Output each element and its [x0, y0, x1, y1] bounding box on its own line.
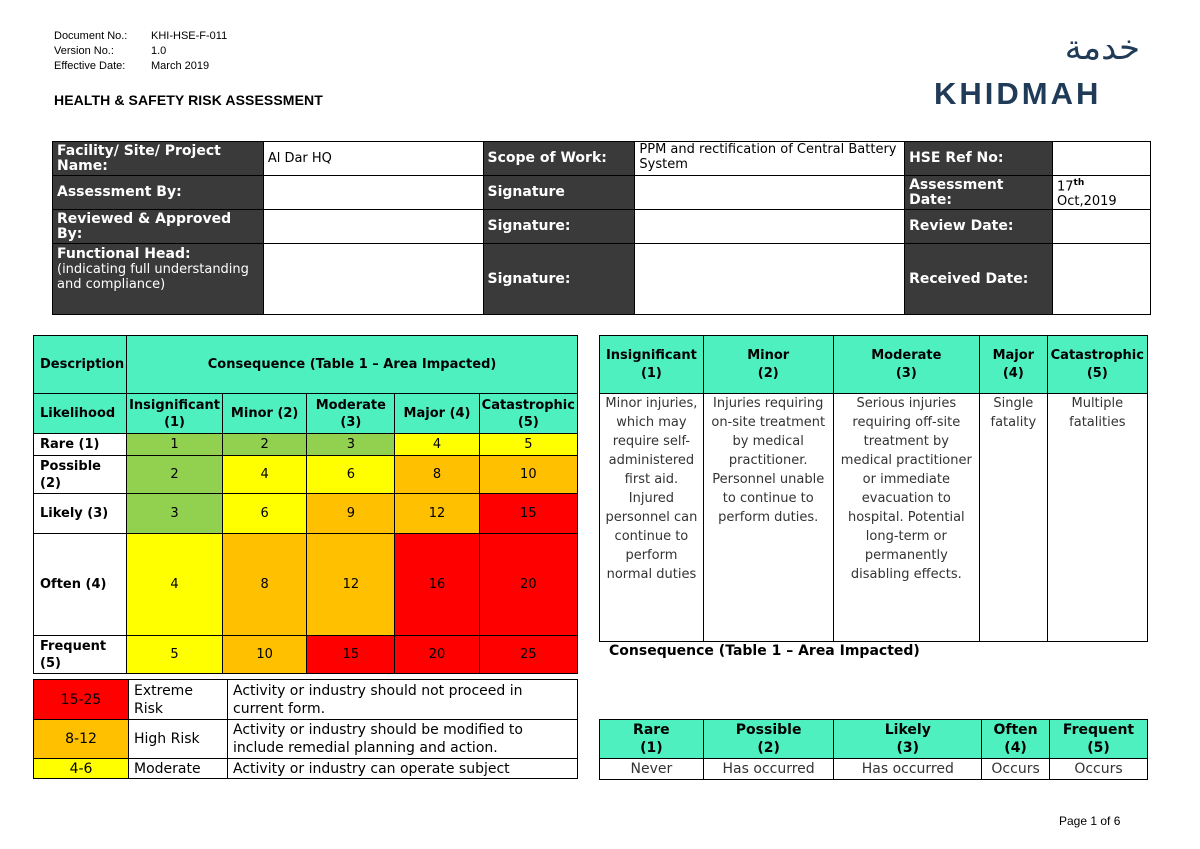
consequence-header-num: (2): [757, 365, 779, 381]
legend-row: [34, 759, 578, 779]
assessment-date-rest: Oct,2019: [1057, 194, 1117, 210]
matrix-col-header: Insignificant (1): [127, 394, 223, 434]
consequence-header-name: Minor: [747, 347, 790, 363]
assessment-header-table: [52, 141, 1151, 315]
matrix-cell: 20: [395, 636, 479, 674]
logo-arabic-text: خدمة: [1064, 28, 1140, 68]
matrix-row-label: Frequent (5): [34, 636, 127, 674]
legend-name: Moderate: [129, 759, 228, 779]
functional-head-title: Functional Head:: [57, 246, 191, 263]
hse-ref-label: HSE Ref No:: [905, 142, 1053, 176]
assessment-by-value[interactable]: [263, 176, 483, 210]
legend-range: 15-25: [34, 680, 129, 720]
matrix-row: [34, 494, 578, 534]
matrix-cell: 12: [395, 494, 479, 534]
signature-2-label: Signature:: [483, 210, 635, 244]
page-title: HEALTH & SAFETY RISK ASSESSMENT: [54, 92, 323, 108]
matrix-row: [34, 456, 578, 494]
matrix-cell: 4: [395, 434, 479, 456]
matrix-cell: 12: [307, 534, 395, 636]
matrix-cell: 2: [222, 434, 306, 456]
consequence-header-name: Major: [992, 347, 1035, 363]
received-date-value[interactable]: [1053, 244, 1151, 315]
consequence-header: [833, 336, 979, 394]
risk-legend-table: [33, 679, 578, 779]
legend-desc: Activity or industry should be modified to include remedial planning and action.: [228, 720, 578, 759]
matrix-col-header: Moderate (3): [307, 394, 395, 434]
review-date-label: Review Date:: [905, 210, 1053, 244]
functional-head-value[interactable]: [263, 244, 483, 315]
effective-date-value: March 2019: [151, 60, 210, 72]
legend-range: 8-12: [34, 720, 129, 759]
matrix-cell: 5: [127, 636, 223, 674]
matrix-cell: 2: [127, 456, 223, 494]
consequence-header-num: (5): [1086, 365, 1108, 381]
legend-name: High Risk: [129, 720, 228, 759]
matrix-cell: 5: [479, 434, 577, 456]
legend-row: [34, 680, 578, 720]
matrix-consequence-header: Consequence (Table 1 – Area Impacted): [127, 336, 578, 394]
matrix-description-label: Description: [34, 336, 127, 394]
matrix-row-label: Rare (1): [34, 434, 127, 456]
assessment-date-value[interactable]: [1053, 176, 1151, 210]
assessment-date-label: Assessment Date:: [905, 176, 1053, 210]
matrix-col-header: Major (4): [395, 394, 479, 434]
likelihood-header: [834, 720, 982, 759]
facility-label: Facility/ Site/ Project Name:: [53, 142, 264, 176]
matrix-likelihood-label: Likelihood: [34, 394, 127, 434]
matrix-cell: 20: [479, 534, 577, 636]
assessment-date-suffix: th: [1073, 178, 1085, 188]
signature-3-value[interactable]: [635, 244, 905, 315]
consequence-description: Serious injuries requiring off-site treatment by medical practitioner or immediate evacuation to hospital. Potential long-term or permanently disabling effects.: [833, 394, 979, 642]
legend-name: Extreme Risk: [129, 680, 228, 720]
matrix-row: [34, 636, 578, 674]
signature-3-label: Signature:: [483, 244, 635, 315]
matrix-cell: 8: [222, 534, 306, 636]
consequence-table: [599, 335, 1148, 642]
likelihood-header-name: Often: [993, 722, 1038, 738]
likelihood-header-num: (5): [1087, 740, 1110, 756]
review-date-value[interactable]: [1053, 210, 1151, 244]
likelihood-value: Occurs: [1050, 759, 1148, 780]
legend-desc: Activity or industry can operate subject: [228, 759, 578, 779]
consequence-header: [980, 336, 1048, 394]
matrix-cell: 3: [307, 434, 395, 456]
likelihood-header-name: Rare: [633, 722, 670, 738]
facility-value[interactable]: Al Dar HQ: [263, 142, 483, 176]
likelihood-header-num: (3): [896, 740, 920, 756]
hse-ref-value[interactable]: [1053, 142, 1151, 176]
version-value: 1.0: [151, 45, 167, 57]
consequence-header: [1047, 336, 1147, 394]
matrix-cell: 16: [395, 534, 479, 636]
document-meta: [54, 29, 227, 74]
reviewed-approved-label: Reviewed & Approved By:: [53, 210, 264, 244]
signature-1-value[interactable]: [635, 176, 905, 210]
matrix-cell: 4: [222, 456, 306, 494]
version-label: Version No.:: [54, 45, 114, 57]
consequence-description: Multiple fatalities: [1047, 394, 1147, 642]
signature-1-label: Signature: [483, 176, 635, 210]
risk-matrix-table: [33, 335, 578, 674]
matrix-column-header-row: [34, 394, 578, 434]
matrix-row-label: Often (4): [34, 534, 127, 636]
doc-no-label: Document No.:: [54, 30, 128, 42]
matrix-cell: 15: [307, 636, 395, 674]
legend-row: [34, 720, 578, 759]
scope-value[interactable]: PPM and rectification of Central Battery System: [635, 142, 905, 176]
likelihood-value: Has occurred: [834, 759, 982, 780]
consequence-description: Minor injuries, which may require self-administered first aid. Injured personnel can continue to perform normal duties: [600, 394, 704, 642]
page-number: Page 1 of 6: [1059, 814, 1121, 828]
matrix-cell: 4: [127, 534, 223, 636]
consequence-description: Injuries requiring on-site treatment by medical practitioner. Personnel unable to continue to perform duties.: [703, 394, 833, 642]
matrix-cell: 8: [395, 456, 479, 494]
consequence-caption: Consequence (Table 1 – Area Impacted): [609, 643, 920, 659]
matrix-row: [34, 434, 578, 456]
consequence-header-name: Catastrophic: [1050, 347, 1144, 363]
scope-label: Scope of Work:: [483, 142, 635, 176]
matrix-cell: 10: [479, 456, 577, 494]
matrix-cell: 6: [307, 456, 395, 494]
doc-no-value: KHI-HSE-F-011: [151, 30, 228, 42]
likelihood-header: [1050, 720, 1148, 759]
likelihood-header: [600, 720, 704, 759]
likelihood-value: Never: [600, 759, 704, 780]
signature-2-value[interactable]: [635, 210, 905, 244]
logo-english-text: KHIDMAH: [934, 76, 1102, 111]
assessment-date-day: 17: [1057, 179, 1074, 195]
consequence-header-name: Insignificant: [605, 347, 697, 363]
consequence-description-row: [600, 394, 1148, 642]
legend-desc: Activity or industry should not proceed in current form.: [228, 680, 578, 720]
matrix-cell: 10: [222, 636, 306, 674]
likelihood-header-num: (2): [757, 740, 780, 756]
likelihood-header: [982, 720, 1050, 759]
consequence-header-num: (1): [640, 365, 662, 381]
consequence-header-num: (3): [895, 365, 917, 381]
khidmah-logo: [934, 28, 1144, 112]
matrix-col-header: Minor (2): [222, 394, 306, 434]
consequence-header-name: Moderate: [871, 347, 942, 363]
likelihood-header-name: Frequent: [1062, 722, 1135, 738]
matrix-row-label: Likely (3): [34, 494, 127, 534]
matrix-cell: 9: [307, 494, 395, 534]
matrix-cell: 25: [479, 636, 577, 674]
likelihood-header: [703, 720, 834, 759]
likelihood-header-name: Likely: [884, 722, 931, 738]
functional-head-label: [53, 244, 264, 315]
matrix-row: [34, 534, 578, 636]
consequence-header: [703, 336, 833, 394]
likelihood-table: [599, 719, 1148, 780]
matrix-cell: 6: [222, 494, 306, 534]
functional-head-note: (indicating full understanding and compliance): [57, 262, 249, 293]
legend-range: 4-6: [34, 759, 129, 779]
reviewed-approved-value[interactable]: [263, 210, 483, 244]
consequence-header-row: [600, 336, 1148, 394]
received-date-label: Received Date:: [905, 244, 1053, 315]
likelihood-header-name: Possible: [735, 722, 802, 738]
likelihood-value: Has occurred: [703, 759, 834, 780]
matrix-row-label: Possible (2): [34, 456, 127, 494]
likelihood-value-row: [600, 759, 1148, 780]
likelihood-header-row: [600, 720, 1148, 759]
matrix-cell: 3: [127, 494, 223, 534]
likelihood-header-num: (1): [640, 740, 663, 756]
effective-date-label: Effective Date:: [54, 60, 126, 72]
matrix-cell: 1: [127, 434, 223, 456]
assessment-by-label: Assessment By:: [53, 176, 264, 210]
matrix-cell: 15: [479, 494, 577, 534]
consequence-header: [600, 336, 704, 394]
consequence-header-num: (4): [1002, 365, 1024, 381]
consequence-description: Single fatality: [980, 394, 1048, 642]
likelihood-header-num: (4): [1004, 740, 1027, 756]
matrix-col-header: Catastrophic (5): [479, 394, 577, 434]
likelihood-value: Occurs: [982, 759, 1050, 780]
